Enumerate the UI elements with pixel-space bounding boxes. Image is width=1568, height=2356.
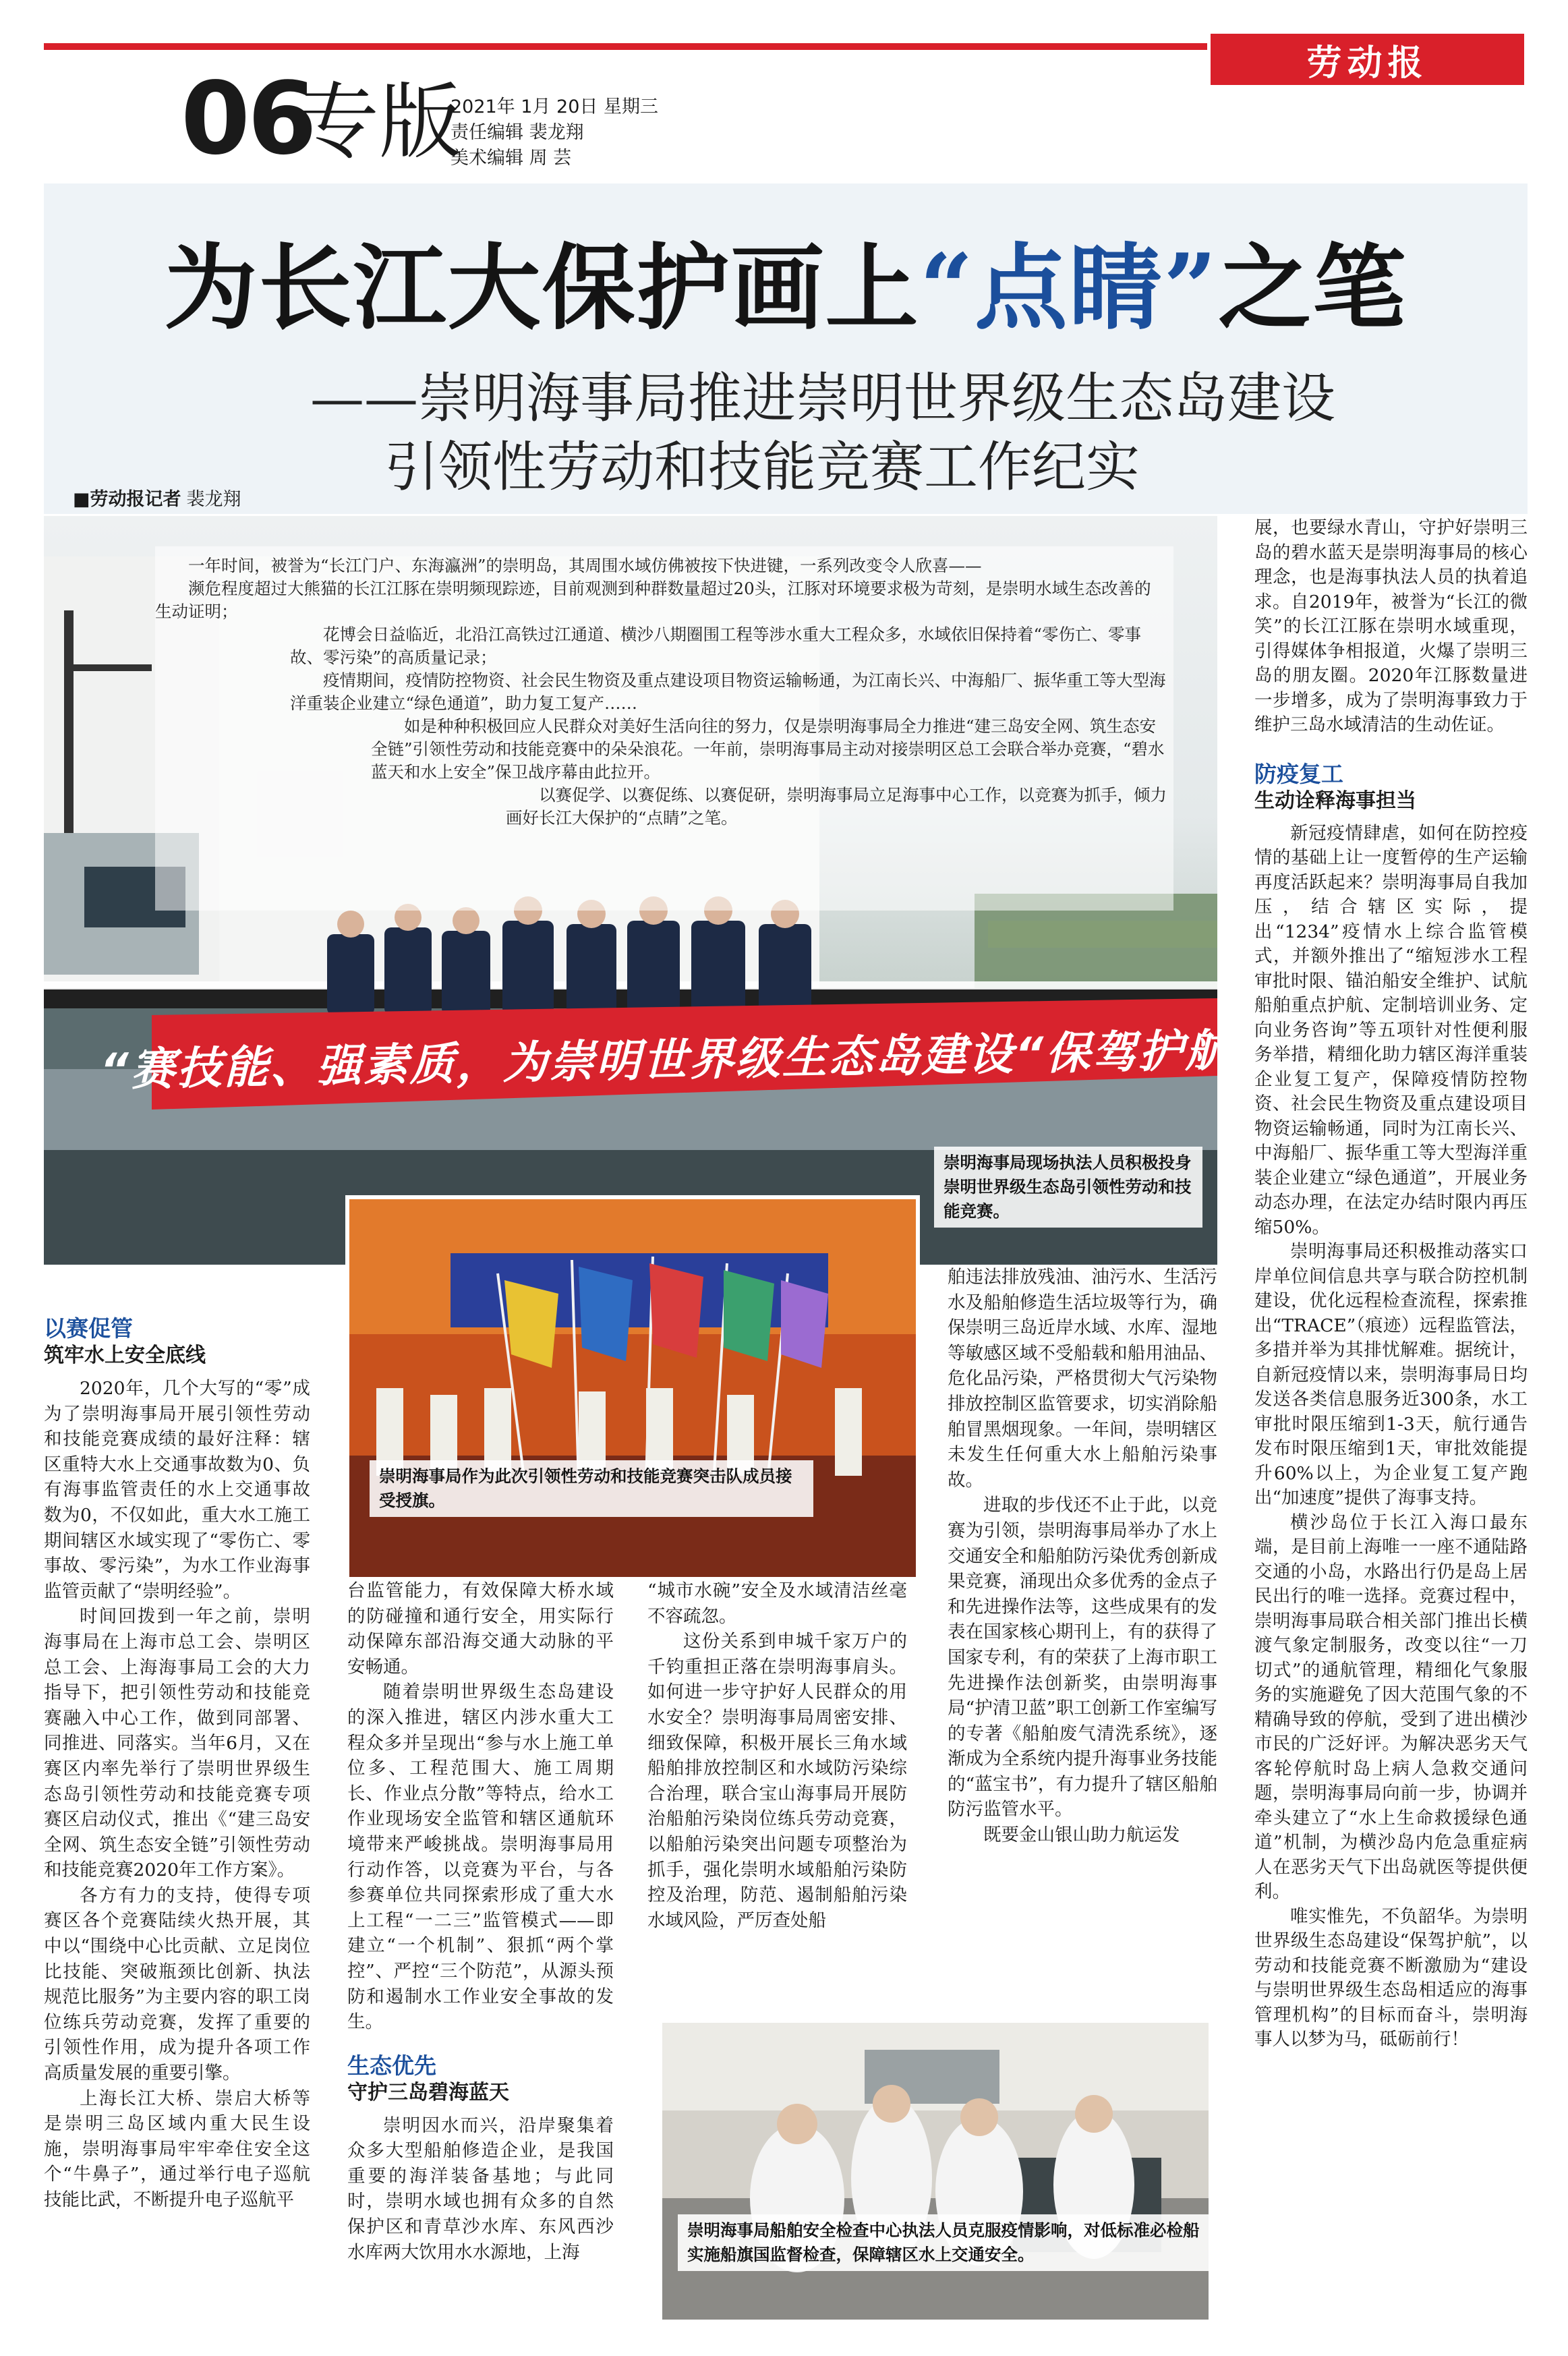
headline-highlight: “点睛”: [919, 233, 1219, 343]
paragraph: 这份关系到申城千家万户的千钧重担正落在崇明海事肩头。如何进一步守护好人民群众的用水安全？崇明海事局周密安排、细致保障，积极开展长三角水域船舶排放控制区和水域防污染综合治理，联合宝山海事局开展防治船舶污染岗位练兵劳动竞赛，以船舶污染突出问题专项整治为抓手，强化崇明水域船舶污染防控及治理，防范、遏制船舶污染水域风险，严厉查处船: [647, 1631, 907, 1931]
paragraph: 随着崇明世界级生态岛建设的深入推进，辖区内涉水重大工程众多并呈现出“参与水上施工单位多、工程范围大、施工周期长、作业点分散”等特点，给水工作业现场安全监管和辖区通航环境带来严峻挑战。崇明海事局用行动作答，以竞赛为平台，与各参赛单位共同探索形成了重大水上工程“一二三”监管模式——即建立“一个机制”、狠抓“两个掌控”、严控“三个防范”，从源头预防和遏制水工作业安全事故的发生。: [347, 1682, 614, 2033]
masthead-logo[interactable]: [1211, 34, 1524, 85]
byline-author: 裴龙翔: [186, 489, 241, 510]
intro-text: [155, 554, 1167, 830]
headline-part-2: 之笔: [1218, 233, 1407, 343]
paragraph: “城市水碗”安全及水域清洁丝毫不容疏忽。: [647, 1580, 907, 1627]
headline-part-1: 为长江大保护画上: [164, 233, 920, 343]
flag-ceremony-illustration: [349, 1199, 916, 1577]
paragraph: 既要金山银山助力航运发: [983, 1825, 1180, 1846]
paragraph: 新冠疫情肆虐，如何在防控疫情的基础上让一度暂停的生产运输再度活跃起来？崇明海事局自我加压，结合辖区实际，提出“1234”疫情水上综合监管模式，并额外推出了“缩短涉水工程审批时限、锚泊船安全维护、试航船舶重点护航、定制培训业务、定向业务咨询”等五项针对性便利服务举措，精细化助力辖区海洋重装企业复工复产，保障疫情防控物资、社会民生物资及重点建设项目物资运输畅通，同时为江南长兴、中海船厂、振华重工等大型海洋重装企业建立“绿色通道”，开展业务动态办理，在法定办结时限内再压缩50%。: [1254, 822, 1528, 1238]
masthead-logo-text: 劳动报: [1306, 42, 1428, 84]
byline-label: ■劳动报记者: [73, 489, 181, 510]
photo-caption-2: [370, 1460, 813, 1517]
headline: [44, 233, 1528, 343]
photo-banner-text: “赛技能、强素质，为崇明世界级生态岛建设“保驾护航”: [100, 1023, 1262, 1096]
photo-caption-1-text: 崇明海事局现场执法人员积极投身崇明世界级生态岛引领性劳动和技能竞赛。: [943, 1153, 1192, 1221]
column-5: [1254, 516, 1528, 2052]
column-1-text: [44, 1376, 310, 2213]
header-rule: [44, 43, 1207, 50]
paragraph: 上海长江大桥、崇启大桥等是崇明三岛区域内重大民生设施，崇明海事局牢牢牵住安全这个“牛鼻子”，通过举行电子巡航技能比武，不断提升电子巡航平: [44, 2088, 310, 2210]
intro-paragraph: 花博会日益临近，北沿江高铁过江通道、横沙八期圈围工程等涉水重大工程众多，水域依旧保持着“零伤亡、零事故、零污染”的高质量记录；: [290, 625, 1142, 667]
section-name: 专版: [297, 74, 461, 170]
section-1-subheading: 筑牢水上安全底线: [44, 1344, 206, 1367]
paragraph: 台监管能力，有效保障大桥水域的防碰撞和通行安全，用实际行动保障东部沿海交通大动脉的平安畅通。: [347, 1580, 614, 1677]
paragraph: 崇明海事局还积极推动落实口岸单位间信息共享与联合防控机制建设，优化远程检查流程，探索推出“TRACE”（痕迹）远程监管法，多措并举为其排忧解难。据统计，自新冠疫情以来，崇明海事局日均发送各类信息服务近300条，水工审批时限压缩到1-3天，航行通告发布时限压缩到1天，审批效能提升60%以上，为企业复工复产跑出“加速度”提供了海事支持。: [1254, 1241, 1528, 1508]
inspection-photo: [658, 2019, 1213, 2324]
photo-caption-1: [934, 1147, 1202, 1228]
photo-caption-3-text: 崇明海事局船舶安全检查中心执法人员克服疫情影响，对低标准必检船实施船旗国监督检查，保障辖区水上交通安全。: [687, 2220, 1200, 2264]
section-3-heading: 防疫复工: [1254, 760, 1343, 787]
column-3: [647, 1578, 907, 1933]
photo-caption-2-text: 崇明海事局作为此次引领性劳动和技能竞赛突击队成员接受授旗。: [379, 1466, 792, 1510]
section-2-heading: 生态优先: [347, 2052, 436, 2079]
intro-paragraph: 以赛促学、以赛促练、以赛促研，崇明海事局立足海事中心工作，以竞赛为抓手，倾力画好长江大保护的“点睛”之笔。: [506, 785, 1167, 828]
photo-caption-3: [678, 2214, 1209, 2271]
column-5a-text: [1254, 516, 1528, 738]
column-2: [347, 1578, 614, 2265]
intro-paragraph: 一年时间，被誉为“长江门户、东海瀛洲”的崇明岛，其周围水域仿佛被按下快进键，一系列改变令人欣喜——: [188, 556, 982, 575]
art-editor: 美术编辑 周 芸: [451, 148, 572, 169]
intro-paragraph: 疫情期间，疫情防控物资、社会民生物资及重点建设项目物资运输畅通，为江南长兴、中海船厂、振华重工等大型海洋重装企业建立“绿色通道”，助力复工复产……: [290, 670, 1166, 713]
paragraph: 横沙岛位于长江入海口最东端，是目前上海唯一一座不通陆路交通的小岛，水路出行仍是岛上居民出行的唯一选择。竞赛过程中，崇明海事局联合相关部门推出长横渡气象定制服务，改变以往“一刀切式”的通航管理，精细化气象服务的实施避免了因大范围气象的不精确导致的停航，受到了进出横沙市民的广泛好评。为解决恶劣天气客轮停航时岛上病人急救交通问题，崇明海事局向前一步，协调并牵头建立了“水上生命救援绿色通道”机制，为横沙岛内危急重症病人在恶劣天气下出岛就医等提供便利。: [1254, 1512, 1528, 1902]
page-number: 06: [181, 61, 314, 177]
issue-date: 2021年 1月 20日 星期三: [451, 96, 658, 117]
section-2-subheading: 守护三岛碧海蓝天: [347, 2080, 509, 2104]
paragraph: 时间回拨到一年之前，崇明海事局在上海市总工会、崇明区总工会、上海海事局工会的大力指导下，把引领性劳动和技能竞赛融入中心工作，做到同部署、同推进、同落实。当年6月，又在赛区内率先举行了崇明世界级生态岛引领性劳动和技能竞赛专项赛区启动仪式，推出《“建三岛安全网、筑生态安全链”引领性劳动和技能竞赛2020年工作方案》。: [44, 1606, 310, 1881]
subheadline-line-2: 引领性劳动和技能竞赛工作纪实: [384, 436, 1140, 498]
inspection-illustration: [662, 2023, 1209, 2320]
section-3-subheading: 生动诠释海事担当: [1254, 788, 1416, 813]
paragraph: 崇明因水而兴，沿岸聚集着众多大型船舶修造企业，是我国重要的海洋装备基地；与此同时，崇明水域也拥有众多的自然保护区和青草沙水库、东风西沙水库两大饮用水水源地，上海: [347, 2115, 614, 2263]
column-2b-text: [347, 2113, 614, 2266]
column-4-text: [948, 1265, 1217, 1848]
section-1-heading: 以赛促管: [44, 1315, 133, 1342]
paragraph: 展，也要绿水青山，守护好崇明三岛的碧水蓝天是崇明海事局的核心理念，也是海事执法人员的执着追求。自2019年，被誉为“长江的微笑”的长江江豚在崇明水域重现，引得媒体争相报道，火爆了崇明三岛的朋友圈。2020年江豚数量进一步增多，成为了崇明海事致力于维护三岛水域清洁的生动佐证。: [1254, 517, 1528, 735]
intro-paragraph: 濒危程度超过大熊猫的长江江豚在崇明频现踪迹，目前观测到种群数量超过20头，江豚对环境要求极为苛刻，是崇明水域生态改善的生动证明；: [155, 579, 1151, 621]
subheadline: [310, 364, 1335, 502]
paragraph: 2020年，几个大写的“零”成为了崇明海事局开展引领性劳动和技能竞赛成绩的最好注释：辖区重特大水上交通事故数为0、负有海事监管责任的水上交通事故数为0，不仅如此，重大水工施工期间辖区水域实现了“零伤亡、零事故、零污染”，为水工作业海事监管贡献了“崇明经验”。: [44, 1378, 310, 1602]
column-2-text: [347, 1578, 614, 2035]
column-5b-text: [1254, 822, 1528, 2052]
subheadline-line-1: ——崇明海事局推进崇明世界级生态岛建设: [310, 367, 1335, 430]
paragraph: 唯实惟先，不负韶华。为崇明世界级生态岛建设“保驾护航”，以劳动和技能竞赛不断激励为“建设与崇明世界级生态岛相适应的海事管理机构”的目标而奋斗，崇明海事人以梦为马，砥砺前行！: [1254, 1905, 1528, 2050]
intro-paragraph: 如是种种积极回应人民群众对美好生活向往的努力，仅是崇明海事局全力推进“建三岛安全网、筑生态安全链”引领性劳动和技能竞赛中的朵朵浪花。一年前，崇明海事局主动对接崇明区总工会联合举办竞赛，“碧水蓝天和水上安全”保卫战序幕由此拉开。: [371, 716, 1165, 782]
responsible-editor: 责任编辑 裴龙翔: [451, 122, 584, 143]
column-4: [948, 1265, 1217, 1848]
paragraph: 舶违法排放残油、油污水、生活污水及船舶修造生活垃圾等行为，确保崇明三岛近岸水域、水库、湿地等敏感区域不受船载和船用油品、危化品污染，严格贯彻大气污染物排放控制区监管要求，切实消除船舶冒黑烟现象。一年间，崇明辖区未发生任何重大水上船舶污染事故。: [948, 1267, 1217, 1491]
byline: [73, 484, 241, 511]
flag-ceremony-photo: [345, 1195, 920, 1581]
column-1: [44, 1315, 310, 2213]
dateline: [451, 94, 658, 171]
column-3-text: [647, 1578, 907, 1933]
paragraph: 进取的步伐还不止于此，以竞赛为引领，崇明海事局举办了水上交通安全和船舶防污染优秀创新成果竞赛，涌现出众多优秀的金点子和先进操作法等，这些成果有的发表在国家核心期刊上，有的获得了国家专利，有的荣获了上海市职工先进操作法创新奖，由崇明海事局“护清卫蓝”职工创新工作室编写的专著《船舶废气清洗系统》，逐渐成为全系统内提升海事业务技能的“蓝宝书”，有力提升了辖区船舶防污监管水平。: [948, 1495, 1217, 1820]
paragraph: 各方有力的支持，使得专项赛区各个竞赛陆续火热开展，其中以“围绕中心比贡献、立足岗位比技能、突破瓶颈比创新、执法规范比服务”为主要内容的职工岗位练兵劳动竞赛，发挥了重要的引领性作用，成为提升各项工作高质量发展的重要引擎。: [44, 1885, 310, 2084]
